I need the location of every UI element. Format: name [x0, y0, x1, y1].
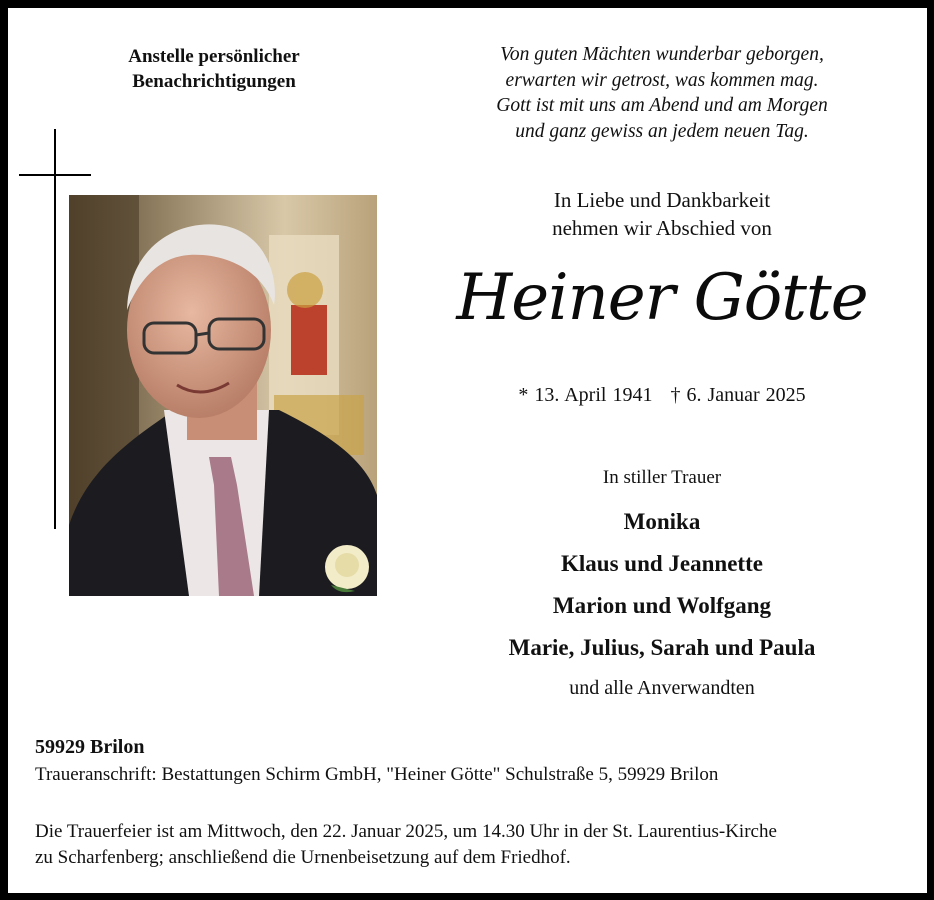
- ceremony-line-2: zu Scharfenberg; anschließend die Urnenbeisetzung auf dem Friedhof.: [35, 847, 571, 868]
- mourning-address: Traueranschrift: Bestattungen Schirm GmbH, "Heiner Götte" Schulstraße 5, 59929 Brilon: [35, 764, 719, 785]
- farewell-intro: [448, 186, 876, 242]
- poem-line-2: erwarten wir getrost, was kommen mag.: [505, 69, 819, 91]
- ceremony-line-1: Die Trauerfeier ist am Mittwoch, den 22. Januar 2025, um 14.30 Uhr in der St. Laurentius-Kirche: [35, 821, 777, 842]
- family-member: Marion und Wolfgang: [552, 593, 772, 618]
- notification-note: [92, 44, 336, 94]
- death-date: † 6. Januar 2025: [670, 384, 806, 406]
- notice-line-2: Benachrichtigungen: [132, 71, 296, 92]
- cross-icon: [54, 129, 56, 529]
- birth-date: * 13. April 1941: [518, 384, 653, 406]
- mourning-heading: In stiller Trauer: [602, 467, 722, 488]
- cross-icon-bar: [19, 174, 91, 176]
- family-member: Marie, Julius, Sarah und Paula: [508, 635, 816, 660]
- poem: [448, 42, 876, 144]
- deceased-name: Heiner Götte: [456, 261, 868, 335]
- portrait-photo: [69, 195, 377, 596]
- poem-line-1: Von guten Mächten wunderbar geborgen,: [500, 44, 824, 65]
- life-dates: [448, 382, 876, 408]
- relatives-line: und alle Anverwandten: [569, 677, 755, 699]
- poem-line-3: Gott ist mit uns am Abend und am Morgen: [496, 95, 828, 116]
- family-member: Klaus und Jeannette: [561, 551, 763, 576]
- poem-line-4: und ganz gewiss an jedem neuen Tag.: [515, 120, 809, 142]
- notice-line-1: Anstelle persönlicher: [128, 46, 300, 67]
- city: 59929 Brilon: [35, 736, 145, 758]
- ceremony-details: [35, 819, 915, 871]
- intro-line-1: In Liebe und Dankbarkeit: [553, 188, 771, 212]
- intro-line-2: nehmen wir Abschied von: [552, 216, 772, 240]
- family-member: Monika: [623, 509, 701, 534]
